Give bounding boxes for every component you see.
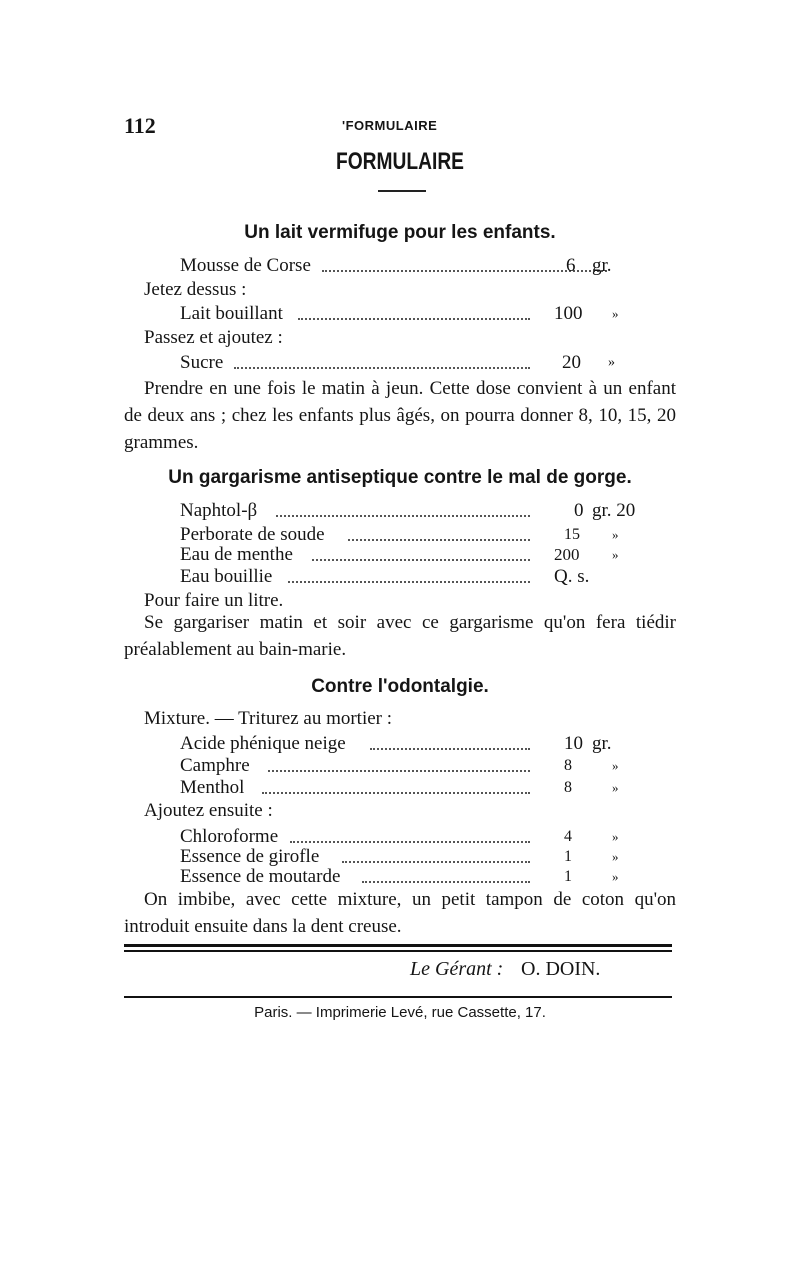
manager-label: Le Gérant :: [410, 958, 504, 980]
ingredient-label: Mousse de Corse: [180, 255, 311, 276]
ingredient-unit: »: [612, 869, 619, 884]
ingredient-quantity: 15: [564, 526, 580, 543]
leader-dots: [290, 841, 530, 843]
ingredient-quantity: 20: [562, 352, 581, 373]
leader-dots: [348, 539, 530, 541]
running-title: 'FORMULAIRE: [342, 118, 438, 133]
ingredient-unit: »: [612, 780, 619, 795]
ingredient-label: Essence de girofle: [180, 846, 320, 867]
leader-dots: [276, 515, 530, 517]
manager-name: O. DOIN.: [521, 958, 601, 980]
ingredient-label: Lait bouillant: [180, 303, 283, 324]
leader-dots: [298, 318, 530, 320]
ingredient-quantity: 4: [564, 828, 572, 845]
leader-dots: [262, 792, 530, 794]
ingredient-sucre: [180, 350, 630, 376]
ingredient-unit: »: [612, 829, 619, 844]
imprint-rule: [124, 996, 672, 998]
ingredient-label: Naphtol-β: [180, 500, 258, 521]
recipe-3-heading: Contre l'odontalgie.: [311, 676, 489, 697]
instruction-jetez: Jetez dessus :: [144, 279, 247, 300]
ingredient-naphtol: [180, 498, 660, 524]
ingredient-unit: »: [612, 758, 619, 773]
title-rule: [378, 190, 426, 192]
ingredient-label: Eau bouillie: [180, 566, 273, 587]
ingredient-lait: [180, 301, 630, 327]
ingredient-quantity: Q. s.: [554, 566, 590, 587]
printer-imprint: Paris. — Imprimerie Levé, rue Cassette, 17.: [254, 1004, 546, 1021]
ingredient-label: Essence de moutarde: [180, 866, 341, 887]
ingredient-mousse: [180, 253, 630, 279]
instruction-ajoutez: Ajoutez ensuite :: [144, 800, 273, 821]
leader-dots: [234, 367, 530, 369]
leader-dots: [312, 559, 530, 561]
leader-dots: [370, 748, 530, 750]
ingredient-unit: »: [612, 849, 619, 864]
leader-dots: [362, 881, 530, 883]
instruction-passez: Passez et ajoutez :: [144, 327, 283, 348]
footer-rule-top: [124, 944, 672, 947]
ingredient-label: Camphre: [180, 755, 250, 776]
ingredient-unit: gr.: [592, 733, 612, 754]
ingredient-quantity: 1: [564, 848, 572, 865]
ingredient-quantity: 8: [564, 757, 572, 774]
ingredient-quantity: 1: [564, 868, 572, 885]
recipe-2-paragraph: Se gargariser matin et soir avec ce gargarisme qu'on fera tiédir préalablement au bain-marie.: [124, 612, 676, 660]
leader-dots: [342, 861, 530, 863]
recipe-1-paragraph: Prendre en une fois le matin à jeun. Cette dose convient à un enfant de deux ans ; chez les enfants plus âgés, on pourra donner 8, 10, 15, 20 grammes.: [124, 378, 676, 453]
ingredient-eau-bouillie: [180, 564, 630, 590]
ingredient-unit: »: [608, 355, 615, 370]
ingredient-unit: gr. 20: [592, 500, 636, 521]
page-number: 112: [124, 113, 156, 138]
ingredient-unit: »: [612, 306, 619, 321]
leader-dots: [322, 270, 607, 272]
recipe-2-heading: Un gargarisme antiseptique contre le mal de gorge.: [168, 467, 632, 488]
ingredient-quantity: 6: [566, 255, 576, 276]
instruction-mixture: Mixture. — Triturez au mortier :: [144, 708, 393, 729]
ingredient-quantity: 200: [554, 545, 580, 564]
running-head: [124, 113, 676, 137]
ingredient-label: Sucre: [180, 352, 224, 373]
ingredient-label: Eau de menthe: [180, 544, 293, 565]
ingredient-label: Chloroforme: [180, 826, 279, 847]
leader-dots: [268, 770, 530, 772]
ingredient-quantity: 100: [554, 303, 583, 324]
recipe-3-paragraph: On imbibe, avec cette mixture, un petit tampon de coton qu'on introduit ensuite dans la dent creuse.: [124, 889, 676, 937]
footer-rule-bottom: [124, 950, 672, 952]
ingredient-label: Acide phénique neige: [180, 733, 346, 754]
ingredient-label: Perborate de soude: [180, 524, 325, 545]
ingredient-label: Menthol: [180, 777, 245, 798]
recipe-1-heading: Un lait vermifuge pour les enfants.: [244, 222, 556, 243]
recipe-2-note: Pour faire un litre.: [144, 590, 284, 611]
ingredient-quantity: 10: [564, 733, 583, 754]
ingredient-quantity: 8: [564, 779, 572, 796]
ingredient-unit: »: [612, 527, 619, 542]
ingredient-unit: »: [612, 547, 619, 562]
page-title: FORMULAIRE: [336, 148, 464, 175]
ingredient-quantity: 0: [574, 500, 584, 521]
ingredient-unit: gr.: [592, 255, 612, 276]
leader-dots: [288, 581, 530, 583]
